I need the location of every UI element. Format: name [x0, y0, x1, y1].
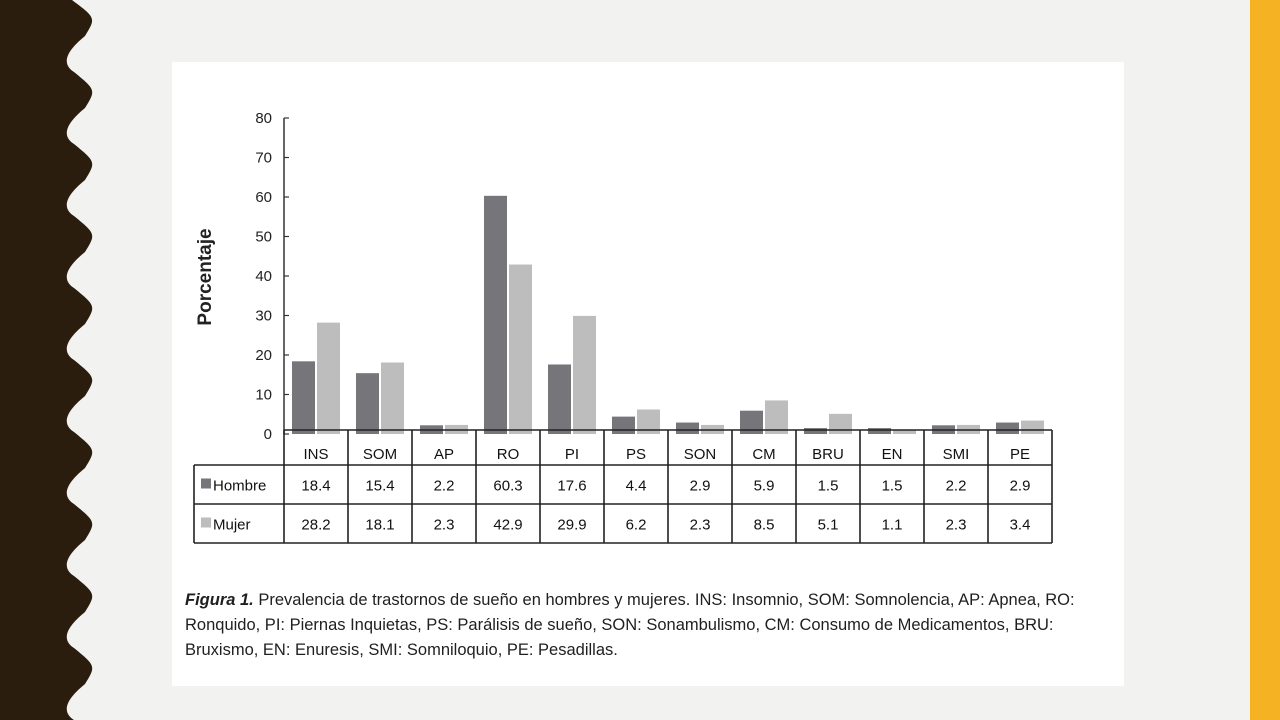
- figure-panel: [172, 62, 1124, 686]
- y-tick-label: 30: [255, 307, 272, 325]
- x-category-label: PI: [564, 446, 580, 463]
- data-label: 3.4: [1009, 516, 1031, 534]
- x-category-label: BRU: [812, 446, 844, 463]
- data-label: 2.2: [945, 477, 967, 495]
- band-shape: [0, 0, 92, 720]
- bar-mujer-ins: [317, 323, 340, 434]
- bar-mujer-cm: [765, 400, 788, 434]
- bar-hombre-pi: [548, 364, 571, 434]
- bar-hombre-en: [868, 428, 891, 434]
- bar-mujer-pe: [1021, 421, 1044, 434]
- data-label: 2.2: [433, 477, 455, 495]
- x-category-label: PE: [1009, 446, 1031, 463]
- data-label: 18.1: [365, 516, 395, 534]
- data-label: 15.4: [365, 477, 395, 495]
- legend-swatch-hombre: [201, 479, 211, 489]
- data-label: 2.9: [1009, 477, 1031, 495]
- bar-hombre-pe: [996, 423, 1019, 434]
- bar-mujer-bru: [829, 414, 852, 434]
- bar-hombre-ins: [292, 361, 315, 434]
- x-category-label: RO: [496, 446, 520, 463]
- data-table: [194, 430, 1052, 543]
- data-label: 60.3: [493, 477, 523, 495]
- caption-text: Prevalencia de trastornos de sueño en hombres y mujeres. INS: Insomnio, SOM: Somnolencia, AP: Apnea, RO: Ronquido, PI: Piernas Inquietas, PS: Parálisis de sueño, SON: Sonambulismo, CM: Consumo de Medicamentos, BRU: Bruxismo, EN: Enuresis, SMI: Somniloquio, PE: Pesadillas.: [185, 591, 1075, 659]
- data-label: 5.1: [817, 516, 839, 534]
- y-axis-label: Porcentaje: [195, 228, 216, 326]
- bar-mujer-ro: [509, 265, 532, 434]
- data-label: 2.3: [945, 516, 967, 534]
- x-category-label: INS: [303, 446, 329, 463]
- decorative-wavy-band: [0, 0, 100, 720]
- bar-hombre-ps: [612, 417, 635, 434]
- y-tick-label: 0: [263, 426, 272, 443]
- x-category-label: SON: [683, 446, 717, 463]
- bar-hombre-ro: [484, 196, 507, 434]
- legend-swatch-mujer: [201, 518, 211, 528]
- legend-label-hombre: Hombre: [213, 477, 267, 495]
- y-tick-label: 80: [255, 110, 272, 127]
- data-label: 8.5: [753, 516, 775, 534]
- data-label: 28.2: [301, 516, 331, 534]
- figure-caption: [185, 588, 1085, 663]
- data-label: 6.2: [625, 516, 647, 534]
- bar-mujer-som: [381, 363, 404, 434]
- y-tick-label: 20: [255, 347, 272, 364]
- x-category-label: CM: [752, 446, 776, 463]
- data-label: 2.3: [689, 516, 711, 534]
- bar-hombre-som: [356, 373, 379, 434]
- data-label: 29.9: [557, 516, 587, 534]
- data-label: 1.5: [881, 477, 903, 495]
- bar-hombre-son: [676, 423, 699, 434]
- y-tick-label: 70: [255, 149, 272, 167]
- x-category-label: EN: [881, 446, 903, 463]
- legend-label-mujer: Mujer: [213, 516, 251, 534]
- data-label: 4.4: [625, 477, 647, 495]
- data-label: 42.9: [493, 516, 523, 534]
- data-label: 1.1: [881, 516, 903, 534]
- y-tick-label: 50: [255, 228, 272, 246]
- x-category-label: SOM: [362, 446, 398, 463]
- data-label: 17.6: [557, 477, 587, 495]
- x-category-label: AP: [433, 446, 455, 463]
- data-label: 2.3: [433, 516, 455, 534]
- bar-chart: [172, 62, 1124, 582]
- data-label: 2.9: [689, 477, 711, 495]
- y-tick-label: 40: [255, 268, 272, 285]
- bar-mujer-pi: [573, 316, 596, 434]
- x-category-label: SMI: [942, 446, 970, 463]
- y-tick-label: 60: [255, 189, 272, 206]
- bar-hombre-bru: [804, 428, 827, 434]
- caption-label: Figura 1.: [185, 591, 254, 609]
- data-label: 18.4: [301, 477, 331, 495]
- y-tick-label: 10: [255, 386, 272, 404]
- data-label: 5.9: [753, 477, 775, 495]
- accent-stripe: [1250, 0, 1280, 720]
- data-label: 1.5: [817, 477, 839, 495]
- x-category-label: PS: [625, 446, 647, 463]
